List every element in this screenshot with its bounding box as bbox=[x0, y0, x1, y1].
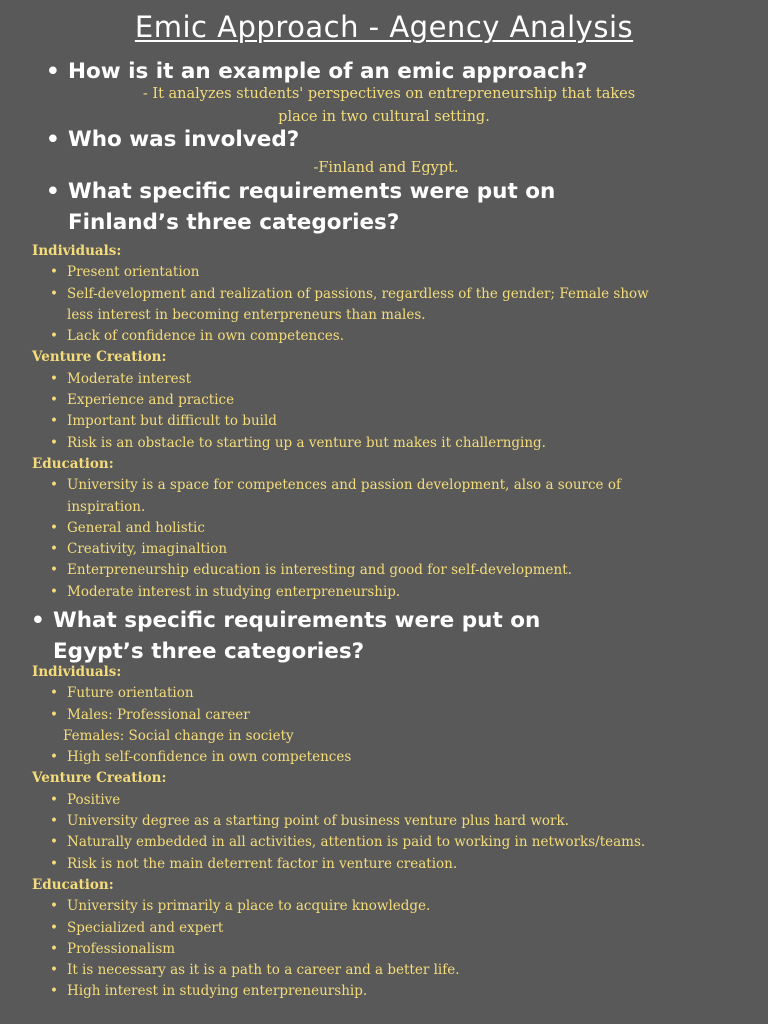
egypt-individuals-list bbox=[32, 683, 752, 768]
list-item: • Lack of confidence in own competences. bbox=[32, 326, 752, 347]
list-item: • University is primarily a place to acquire knowledge. bbox=[32, 896, 752, 917]
question-line: Egypt’s three categories? bbox=[53, 639, 365, 664]
list-item: • Specialized and expert bbox=[32, 918, 752, 939]
list-item: • Future orientation bbox=[32, 683, 752, 704]
list-item: • Important but difficult to build bbox=[32, 411, 752, 432]
list-item: • Enterpreneurship education is interesting and good for self-development. bbox=[32, 560, 752, 581]
list-item: • Males: Professional career bbox=[32, 705, 752, 726]
list-item: • Risk is not the main deterrent factor in venture creation. bbox=[32, 854, 752, 875]
question-line: What specific requirements were put on bbox=[53, 608, 541, 633]
question-egypt-requirements bbox=[31, 605, 541, 667]
finland-categories bbox=[32, 241, 752, 603]
section-heading-venture-creation: Venture Creation: bbox=[32, 770, 167, 787]
list-item: • Self-development and realization of passions, regardless of the gender; Female show bbox=[32, 284, 752, 305]
bullet-icon: • bbox=[46, 59, 60, 84]
bullet-icon: • bbox=[31, 608, 45, 633]
question-text: How is it an example of an emic approach? bbox=[68, 59, 588, 84]
list-item: • Moderate interest in studying enterpreneurship. bbox=[32, 582, 752, 603]
egypt-categories bbox=[32, 662, 752, 1003]
list-item: • Naturally embedded in all activities, attention is paid to working in networks/teams. bbox=[32, 832, 752, 853]
question-text: Who was involved? bbox=[68, 127, 300, 152]
answer-who-involved: -Finland and Egypt. bbox=[313, 160, 459, 176]
answer-line: - It analyzes students' perspectives on entrepreneurship that takes bbox=[142, 86, 636, 102]
finland-education-list bbox=[32, 475, 752, 603]
question-line: What specific requirements were put on bbox=[68, 179, 556, 204]
question-who-involved bbox=[46, 124, 300, 155]
answer-line: place in two cultural setting. bbox=[278, 109, 490, 125]
section-heading-venture-creation: Venture Creation: bbox=[32, 349, 167, 366]
list-item: • University is a space for competences and passion development, also a source of bbox=[32, 475, 752, 496]
list-item: • General and holistic bbox=[32, 518, 752, 539]
list-item: • University degree as a starting point of business venture plus hard work. bbox=[32, 811, 752, 832]
list-item: • Experience and practice bbox=[32, 390, 752, 411]
finland-individuals-list bbox=[32, 262, 752, 347]
list-item: • Risk is an obstacle to starting up a venture but makes it challernging. bbox=[32, 433, 752, 454]
list-item: • Creativity, imaginaltion bbox=[32, 539, 752, 560]
list-item: • It is necessary as it is a path to a career and a better life. bbox=[32, 960, 752, 981]
list-item: • Moderate interest bbox=[32, 369, 752, 390]
list-item: • High interest in studying enterpreneurship. bbox=[32, 981, 752, 1002]
section-heading-education: Education: bbox=[32, 876, 114, 893]
list-item: • High self-confidence in own competences bbox=[32, 747, 752, 768]
egypt-education-list bbox=[32, 896, 752, 1002]
bullet-icon: • bbox=[46, 179, 60, 204]
list-item: Females: Social change in society bbox=[63, 727, 294, 744]
list-item: • Present orientation bbox=[32, 262, 752, 283]
finland-venture-list bbox=[32, 369, 752, 454]
bullet-icon: • bbox=[46, 127, 60, 152]
list-item: less interest in becoming enterpreneurs than males. bbox=[67, 306, 426, 323]
list-item: • Professionalism bbox=[32, 939, 752, 960]
page-title: Emic Approach - Agency Analysis bbox=[134, 10, 634, 44]
section-heading-individuals: Individuals: bbox=[32, 243, 122, 259]
question-line: Finland’s three categories? bbox=[68, 210, 400, 235]
section-heading-individuals: Individuals: bbox=[32, 664, 122, 680]
list-item: inspiration. bbox=[67, 498, 146, 515]
answer-emic-approach bbox=[0, 83, 768, 129]
egypt-venture-list bbox=[32, 790, 752, 875]
section-heading-education: Education: bbox=[32, 455, 114, 472]
question-finland-requirements bbox=[46, 176, 556, 238]
list-item: • Positive bbox=[32, 790, 752, 811]
